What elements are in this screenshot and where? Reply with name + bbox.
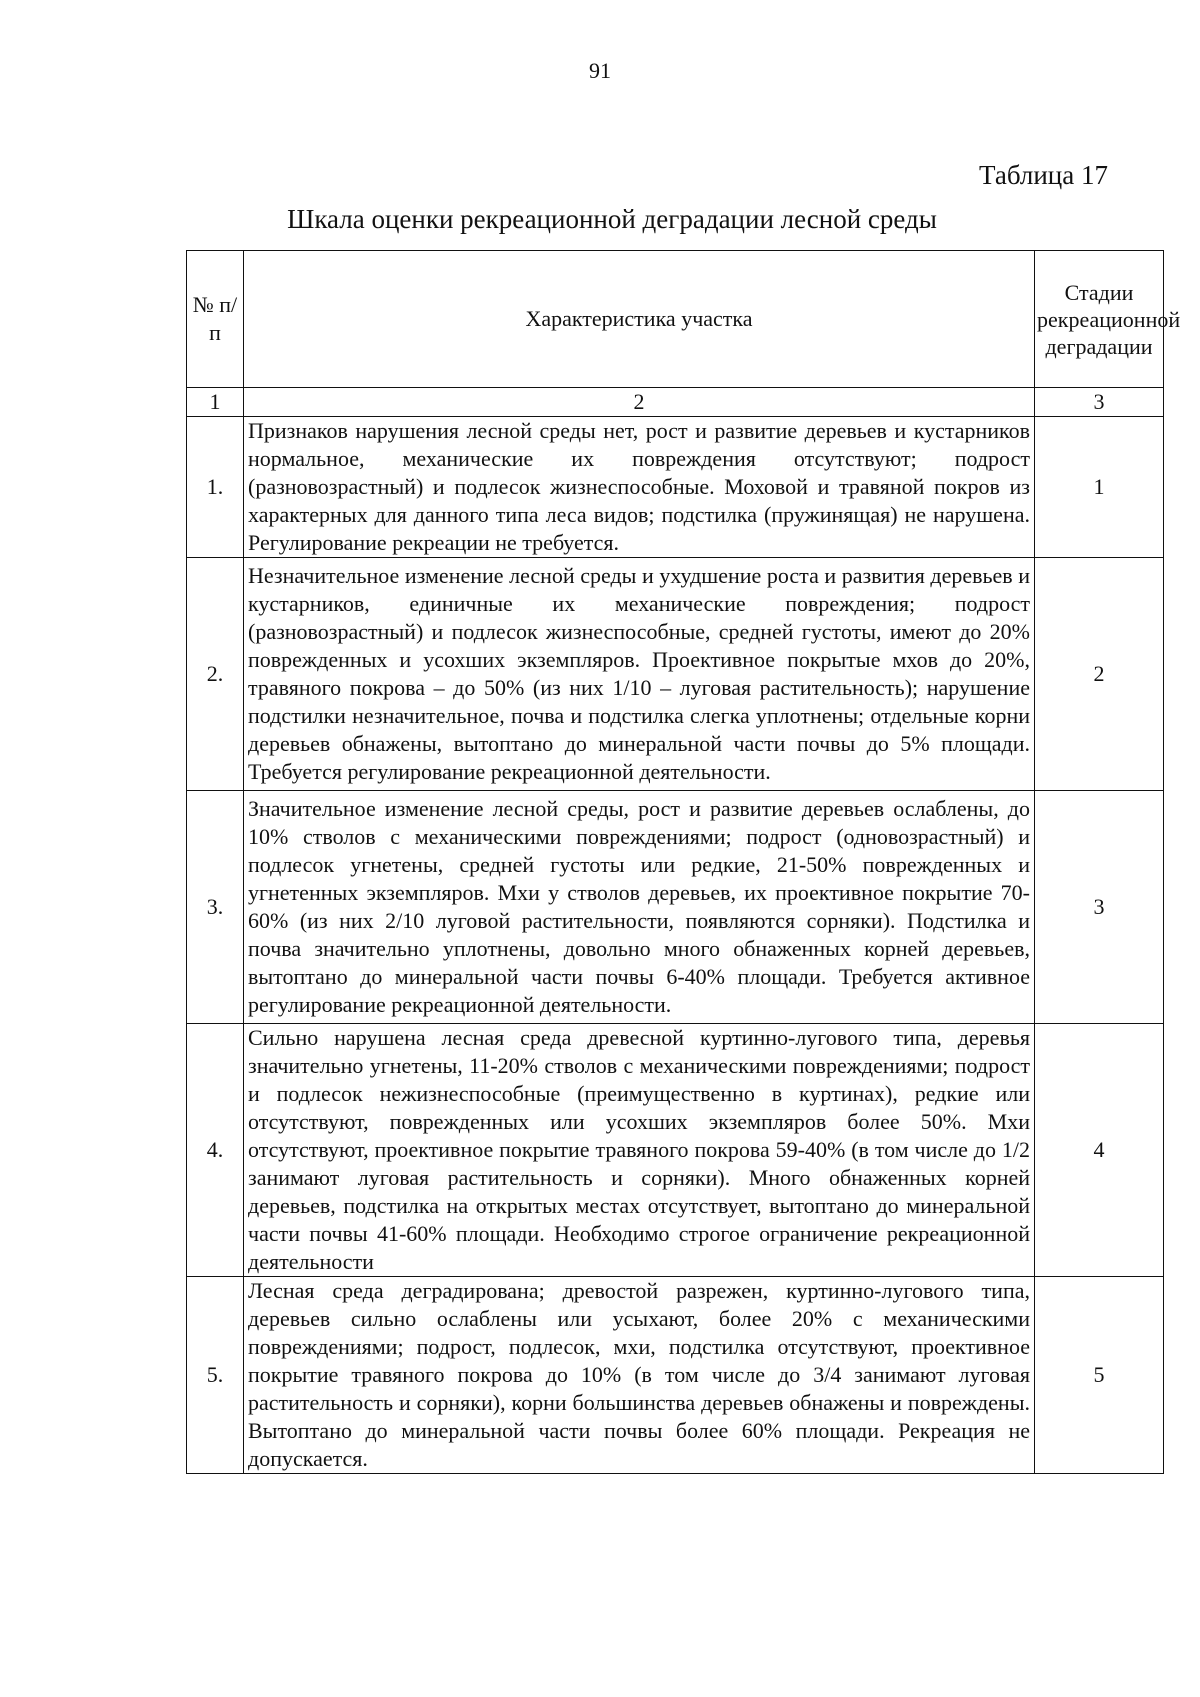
row-stage: 3	[1035, 791, 1164, 1024]
row-stage: 1	[1035, 417, 1164, 558]
row-stage: 4	[1035, 1024, 1164, 1277]
row-number: 1.	[187, 417, 244, 558]
column-number: 3	[1035, 388, 1164, 417]
table-row	[187, 1024, 1164, 1277]
column-number: 2	[244, 388, 1035, 417]
table-row	[187, 417, 1164, 558]
table-label: Таблица 17	[979, 160, 1108, 190]
header-row	[187, 251, 1164, 388]
header-num: № п/п	[187, 251, 244, 388]
table-title: Шкала оценки рекреационной деградации лесной среды	[287, 204, 937, 234]
row-stage: 2	[1035, 558, 1164, 791]
page-number: 91	[589, 58, 611, 83]
table-row	[187, 791, 1164, 1024]
table-row	[187, 558, 1164, 791]
column-number-row	[187, 388, 1164, 417]
row-description: Незначительное изменение лесной среды и ухудшение роста и развития деревьев и кустарников, единичные их механические повреждения; подрост (разновозрастный) и подлесок жизнеспособные, средней густоты, имеют до 20% поврежденных и усохших экземпляров. Проективное покрытые мхов до 20%, травяного покрова – до 50% (из них 1/10 – луговая растительность); нарушение подстилки незначительное, почва и подстилка слегка уплотнены; отдельные корни деревьев обнажены, вытоптано до минеральной части почвы до 5% площади. Требуется регулирование рекреационной деятельности.	[244, 558, 1035, 791]
row-number: 4.	[187, 1024, 244, 1277]
row-number: 5.	[187, 1277, 244, 1474]
column-number: 1	[187, 388, 244, 417]
row-stage: 5	[1035, 1277, 1164, 1474]
row-description: Признаков нарушения лесной среды нет, рост и развитие деревьев и кустарников нормальное, механические их повреждения отсутствуют; подрост (разновозрастный) и подлесок жизнеспособные. Моховой и травяной покров из характерных для данного типа леса видов; подстилка (пружинящая) не нарушена. Регулирование рекреации не требуется.	[244, 417, 1035, 558]
row-description: Значительное изменение лесной среды, рост и развитие деревьев ослаблены, до 10% стволов с механическими повреждениями; подрост (одновозрастный) и подлесок угнетены, средней густоты или редкие, 21-50% поврежденных и угнетенных экземпляров. Мхи у стволов деревьев, их проективное покрытие 70-60% (из них 2/10 луговой растительности, появляются сорняки). Подстилка и почва значительно уплотнены, довольно много обнаженных корней деревьев, вытоптано до минеральной части почвы 6-40% площади. Требуется активное регулирование рекреационной деятельности.	[244, 791, 1035, 1024]
header-stage: Стадии рекреационной деградации	[1035, 251, 1164, 388]
row-description: Лесная среда деградирована; древостой разрежен, куртинно-лугового типа, деревьев сильно ослаблены или усыхают, более 20% с механическими повреждениями; подрост, подлесок, мхи, подстилка отсутствуют, проективное покрытие травяного покрова до 10% (в том числе до 3/4 занимают луговая растительность и сорняки), корни большинства деревьев обнажены и повреждены. Вытоптано до минеральной части почвы более 60% площади. Рекреация не допускается.	[244, 1277, 1035, 1474]
row-description: Сильно нарушена лесная среда древесной куртинно-лугового типа, деревья значительно угнетены, 11-20% стволов с механическими повреждениями; подрост и подлесок нежизнеспособные (преимущественно в куртинах), редкие или отсутствуют, поврежденных или усохших экземпляров более 50%. Мхи отсутствуют, проективное покрытие травяного покрова 59-40% (в том числе до 1/2 занимают луговая растительность и сорняки). Много обнаженных корней деревьев, подстилка на открытых местах отсутствует, вытоптано до минеральной части почвы 41-60% площади. Необходимо строгое ограничение рекреационной деятельности	[244, 1024, 1035, 1277]
row-number: 2.	[187, 558, 244, 791]
table-row	[187, 1277, 1164, 1474]
degradation-scale-table	[186, 250, 1181, 1474]
header-description: Характеристика участка	[244, 251, 1035, 388]
row-number: 3.	[187, 791, 244, 1024]
